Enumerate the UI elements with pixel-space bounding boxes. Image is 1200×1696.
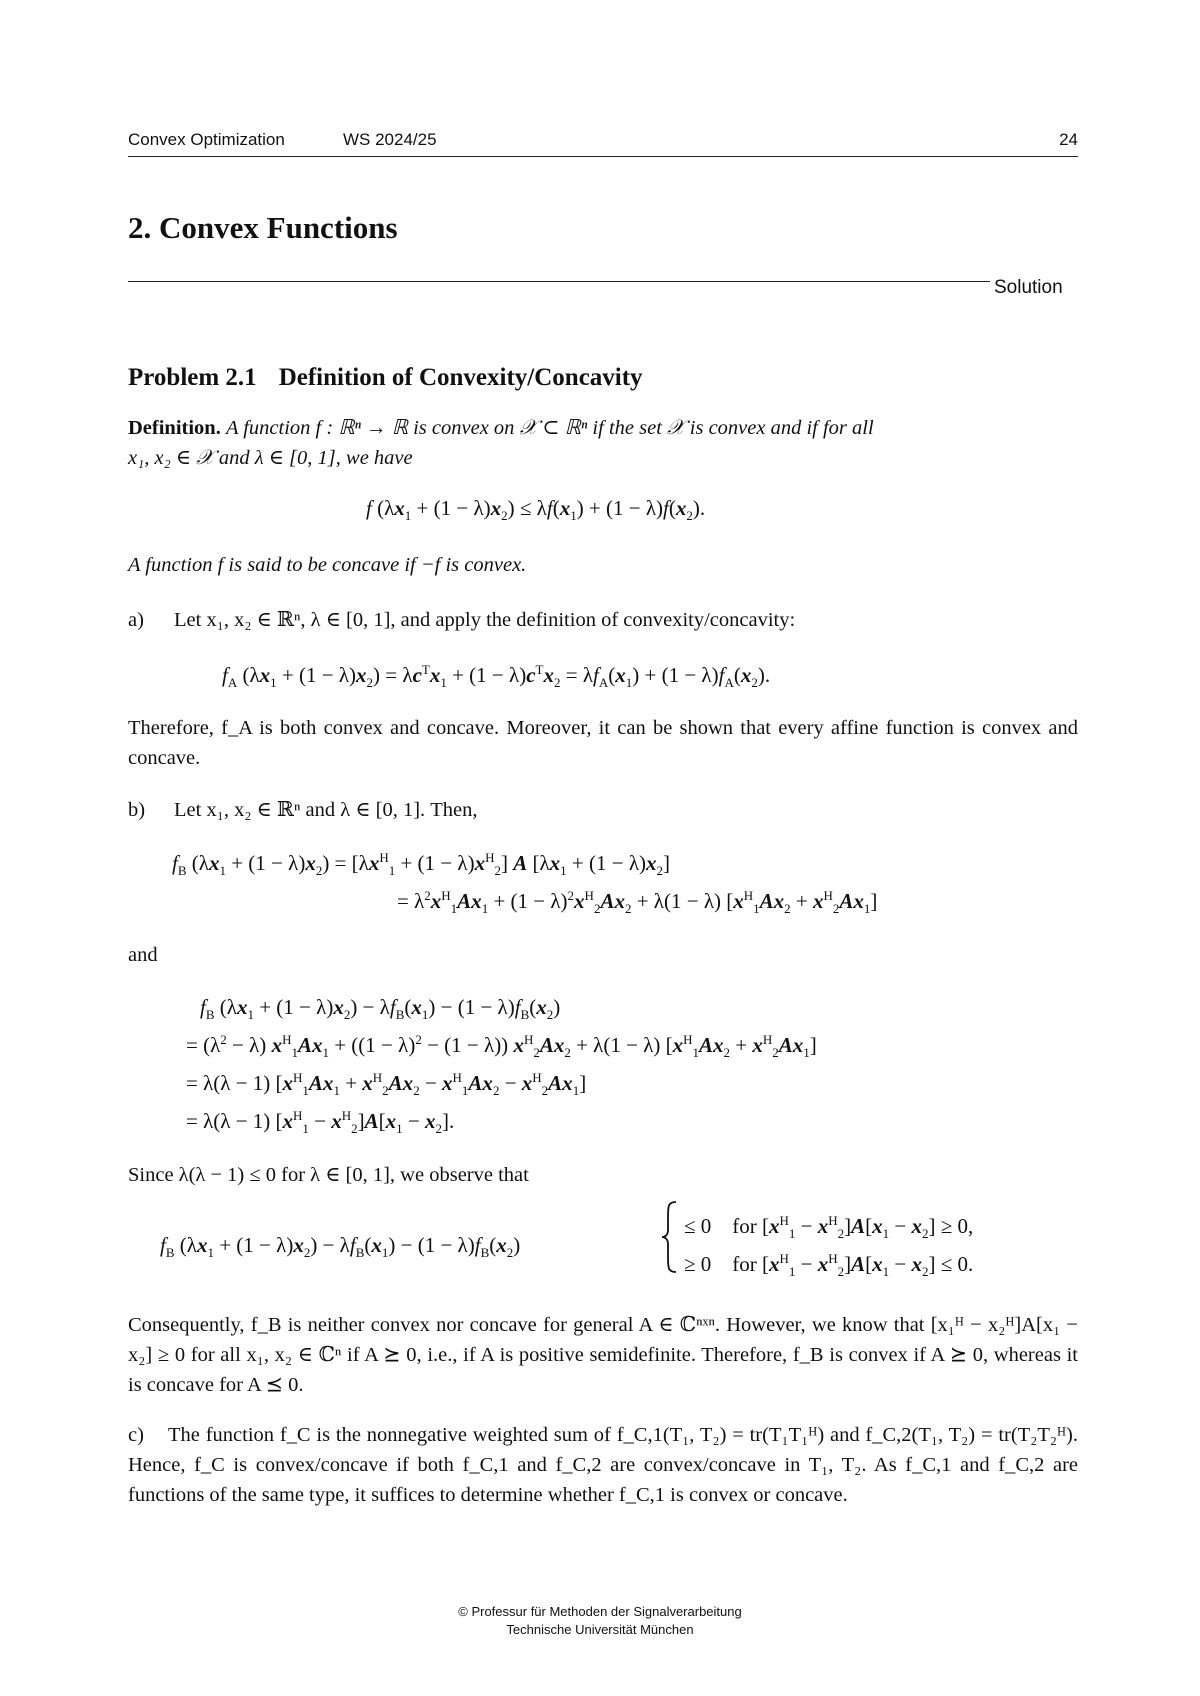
- part-a-intro-text: Let x₁, x₂ ∈ ℝⁿ, λ ∈ [0, 1], and apply the definition of convexity/concavity:: [174, 609, 796, 631]
- part-c-text: The function f_C is the nonnegative weighted sum of f_C,1(T₁, T₂) = tr(T₁T₁ᴴ) and f_C,2(T₁, T₂) = tr(T₂T₂ᴴ). Hence, f_C is convex/concave if both f_C,1 and f_C,2 are convex/concave in T₁, T₂. As f_C,1 and f_C,2 are functions of the same type, it suffices to determine whether f_C,1 is convex or concave.: [128, 1424, 1078, 1506]
- problem-number: Problem 2.1: [128, 364, 257, 391]
- term-label: WS 2024/25: [343, 130, 437, 149]
- case-lhs: $f_B$ $(\lambda x_1 + (1 - \lambda)x_2) - \lambda f_B(x_1) - (1 - \lambda)f_B(x_2)$: [160, 1233, 521, 1260]
- equation-f-b-line-2: = $\lambda^2x^H_1Ax_1 + (1 - \lambda)^2x^H_2Ax_2 + \lambda(1 - \lambda) [x^H_1Ax_2 + x^H_2Ax_1]$: [397, 888, 878, 916]
- running-header: [128, 130, 1078, 157]
- problem-heading: [128, 364, 643, 392]
- and-word: and: [128, 944, 158, 966]
- equation-diff-line-3: = λ(λ − 1) $[x^H_1Ax_1 + x^H_2Ax_2 - x^H_1Ax_2 - x^H_2Ax_1]$: [186, 1070, 587, 1098]
- solution-label: Solution: [994, 277, 1063, 298]
- consequently-paragraph: Consequently, f_B is neither convex nor concave for general A ∈ ℂⁿˣⁿ. However, we know that [x₁ᴴ − x₂ᴴ]A[x₁ − x₂] ≥ 0 for all x₁, x₂ ∈ ℂⁿ if A ⪰ 0, i.e., if A is positive semidefinite. Therefore, f_B is convex if A ⪰ 0, whereas it is concave for A ⪯ 0.: [128, 1314, 1078, 1396]
- footer-line-1: © Professur für Methoden der Signalverarbeitung: [458, 1604, 742, 1619]
- definition-label: Definition.: [128, 417, 221, 439]
- equation-f-a: $f_A$ $(\lambda x_1 + (1 - \lambda)x_2) = \lambda c^Tx_1 + (1 - \lambda)c^Tx_2 = \lambda f_A(x_1) + (1 - \lambda)f_A(x_2)$.: [222, 662, 771, 690]
- part-b-intro: [128, 795, 1078, 825]
- case-row-1: ≤ 0 for $[x^H_1 - x^H_2]A[x_1 - x_2] \ge 0$,: [684, 1213, 974, 1241]
- part-b-intro-text: Let x₁, x₂ ∈ ℝⁿ and λ ∈ [0, 1]. Then,: [174, 799, 478, 821]
- part-a-intro: [128, 605, 1078, 635]
- equation-diff-line-4: = λ(λ − 1) $[x^H_1 - x^H_2]A[x_1 - x_2]$.: [186, 1108, 455, 1136]
- course-name: Convex Optimization: [128, 130, 285, 149]
- part-a-label: a): [128, 609, 144, 631]
- chapter-title: 2. Convex Functions: [128, 210, 398, 245]
- equation-diff-line-2: = $(\lambda^2 - \lambda) x^H_1Ax_1 + ((1 - \lambda)^2 - (1 - \lambda)) x^H_2Ax_2 + \lambda(1 - \lambda) [x^H_1Ax_2 + x^H_2Ax_1]$: [186, 1032, 817, 1060]
- definition-line-1: A function f : ℝⁿ → ℝ is convex on 𝒳 ⊂ ℝⁿ if the set 𝒳 is convex and if for all: [225, 417, 874, 439]
- case-row-2: ≥ 0 for $[x^H_1 - x^H_2]A[x_1 - x_2] \le 0$.: [684, 1251, 974, 1279]
- concave-definition: A function f is said to be concave if −f is convex.: [128, 554, 527, 576]
- page-number: 24: [1059, 130, 1078, 149]
- definition-line-2: x₁, x₂ ∈ 𝒳 and λ ∈ [0, 1], we have: [128, 447, 413, 469]
- problem-title: Definition of Convexity/Concavity: [278, 364, 643, 391]
- part-a-conclusion: Therefore, f_A is both convex and concave. Moreover, it can be shown that every affine function is convex and concave.: [128, 717, 1078, 769]
- footer-line-2: Technische Universität München: [506, 1622, 694, 1637]
- case-brace: [660, 1200, 680, 1274]
- definition-block: [128, 413, 1078, 473]
- part-c-label: c): [128, 1424, 144, 1446]
- equation-diff-line-1: $f_B$ $(\lambda x_1 + (1 - \lambda)x_2) - \lambda f_B(x_1) - (1 - \lambda)f_B(x_2)$: [200, 995, 561, 1022]
- solution-rule: [128, 281, 990, 282]
- part-c-paragraph: [128, 1420, 1078, 1510]
- part-b-label: b): [128, 799, 146, 821]
- since-statement: Since λ(λ − 1) ≤ 0 for λ ∈ [0, 1], we observe that: [128, 1164, 529, 1186]
- equation-f-b-line-1: $f_B$ $(\lambda x_1 + (1 - \lambda)x_2) = [\lambda x^H_1 + (1 - \lambda)x^H_2]$ A $[\lambda x_1 + (1 - \lambda)x_2]$: [172, 850, 671, 878]
- convexity-inequality: f $(\lambda x_1 + (1 - \lambda)x_2) \le \lambda f(x_1) + (1 - \lambda)f(x_2)$.: [366, 496, 706, 523]
